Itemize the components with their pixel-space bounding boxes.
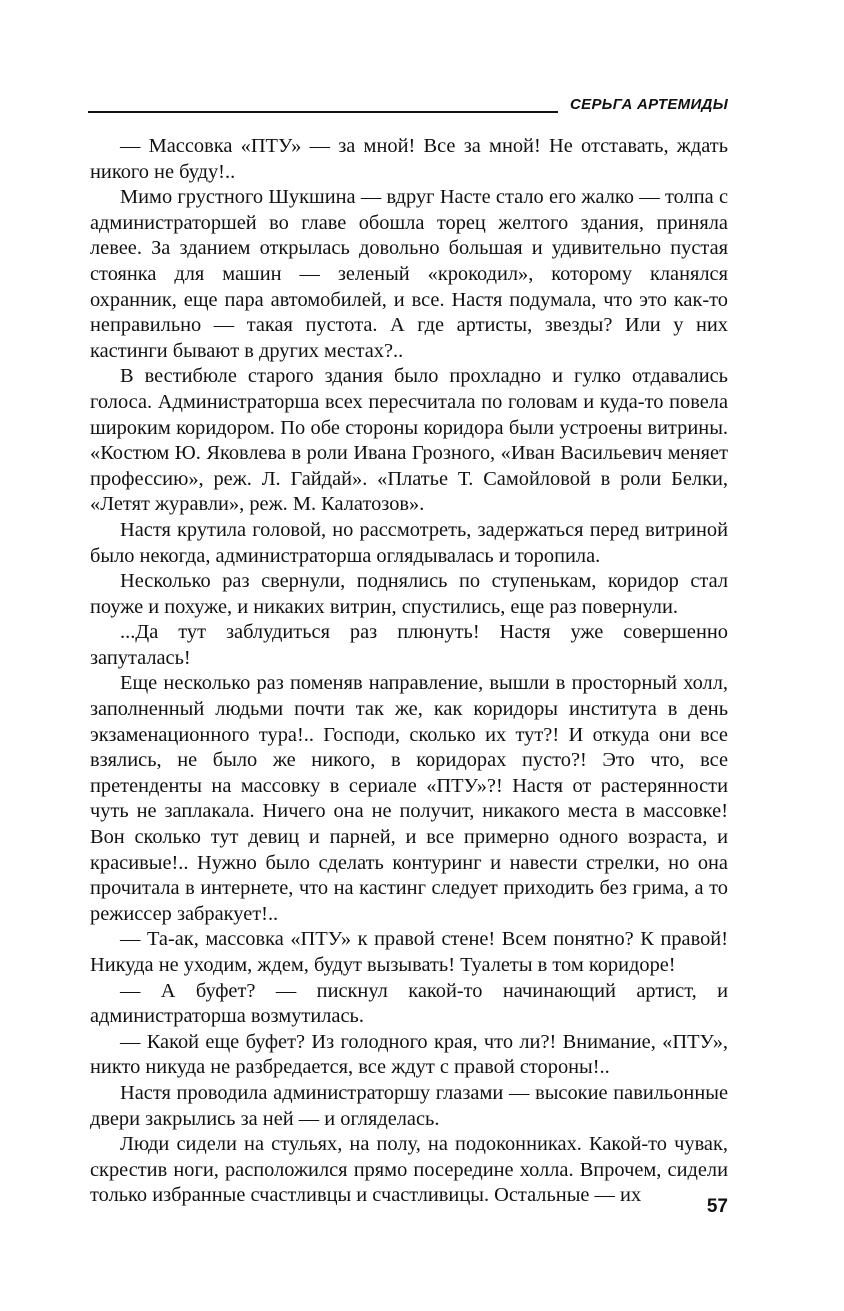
paragraph: — А буфет? — пискнул какой-то начинающий артист, и администраторша возмутилась. (90, 979, 728, 1028)
paragraph: — Та-ак, массовка «ПТУ» к правой стене! Всем понятно? К правой! Никуда не уходим, ждем, будут вызывать! Туалеты в том коридоре! (90, 928, 728, 976)
paragraph: — Массовка «ПТУ» — за мной! Все за мной! Не отставать, ждать никого не буду!.. (90, 135, 728, 183)
paragraph: — Какой еще буфет? Из голодного края, что ли?! Внимание, «ПТУ», никто никуда не разбредается, все ждут с правой стороны!.. (90, 1030, 728, 1079)
body-text (90, 134, 728, 1209)
paragraph: Настя проводила администраторшу глазами — высокие павильонные двери закрылись за ней — и огляделась. (90, 1081, 728, 1130)
running-header (88, 96, 728, 120)
running-title: СЕРЬГА АРТЕМИДЫ (570, 96, 728, 113)
paragraph: Еще несколько раз поменяв направление, вышли в просторный холл, заполненный людьми почти так же, как коридоры института в день экзаменационного тура!.. Господи, сколько их тут?! И откуда они все взялись, не было же никого, в коридорах пусто?! Это что, все претенденты на массовку в сериале «ПТУ»?! Настя от растерянности чуть не заплакала. Ничего она не получит, никакого места в массовке! Вон сколько тут девиц и парней, и все примерно одного возраста, и красивые!.. Нужно было сделать контуринг и навести стрелки, но она прочитала в интернете, что на кастинг следует приходить без грима, а то режиссер забракует!.. (90, 672, 728, 925)
paragraph: ...Да тут заблудиться раз плюнуть! Настя уже совершенно запуталась! (90, 621, 728, 669)
paragraph: В вестибюле старого здания было прохладно и гулко отдавались голоса. Администраторша всех пересчитала по головам и куда-то повела широким коридором. По обе стороны коридора были устроены витрины. «Костюм Ю. Яковлева в роли Ивана Грозного, «Иван Васильевич меняет профессию», реж. Л. Гайдай». «Платье Т. Самойловой в роли Белки, «Летят журавли», реж. М. Калатозов». (90, 365, 728, 516)
paragraph: Мимо грустного Шукшина — вдруг Насте стало его жалко — толпа с администраторшей во главе обошла торец желтого здания, приняла левее. За зданием открылась довольно большая и удивительно пустая стоянка для машин — зеленый «крокодил», которому кланялся охранник, еще пара автомобилей, и все. Настя подумала, что это как-то неправильно — такая пустота. А где артисты, звезды? Или у них кастинги бывают в других местах?.. (90, 186, 728, 362)
header-rule (88, 111, 558, 113)
paragraph: Люди сидели на стульях, на полу, на подоконниках. Какой-то чувак, скрестив ноги, расположился прямо посередине холла. Впрочем, сидели только избранные счастливцы и счастливицы. Остальные — их (90, 1133, 728, 1207)
page-number: 57 (706, 1196, 728, 1217)
paragraph: Настя крутила головой, но рассмотреть, задержаться перед витриной было некогда, администраторша оглядывалась и торопила. (90, 518, 728, 567)
paragraph: Несколько раз свернули, поднялись по ступенькам, коридор стал поуже и похуже, и никаких витрин, спустились, еще раз повернули. (90, 570, 728, 618)
